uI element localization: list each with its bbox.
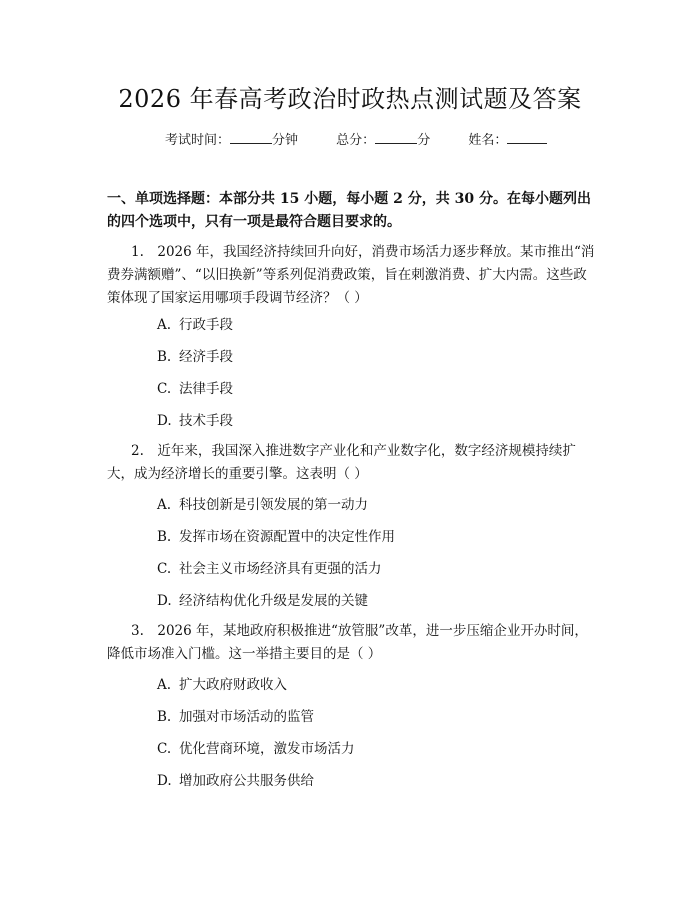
option-letter: C.	[157, 381, 172, 397]
score-blank	[375, 129, 417, 144]
option-letter: B.	[157, 349, 172, 365]
option-text: 加强对市场活动的监管	[179, 709, 314, 725]
question-option	[157, 315, 233, 335]
option-letter: A.	[157, 317, 172, 333]
question-stem: 1. 2026 年，我国经济持续回升向好，消费市场活力逐步释放。某市推出“消费券满额赠”、“以旧换新”等系列促消费政策，旨在刺激消费、扩大内需。这些政策体现了国家运用哪项手段调节经济？（ ）	[107, 244, 595, 306]
exam-time-field	[165, 129, 298, 152]
total-score-field	[336, 129, 430, 152]
option-text: 扩大政府财政收入	[179, 677, 287, 693]
option-letter: B.	[157, 529, 172, 545]
option-text: 法律手段	[179, 381, 233, 397]
question-option	[157, 347, 233, 367]
option-text: 发挥市场在资源配置中的决定性作用	[179, 529, 395, 545]
question-option	[157, 675, 287, 695]
option-text: 技术手段	[179, 413, 233, 429]
page-title: 2026 年春高考政治时政热点测试题及答案	[118, 85, 582, 113]
score-label: 总分：	[336, 133, 376, 148]
option-letter: A.	[157, 677, 172, 693]
question-option	[157, 739, 355, 759]
question-option	[157, 559, 382, 579]
question-option	[157, 527, 395, 547]
time-blank	[230, 129, 272, 144]
section-heading: 一、单项选择题：本部分共 15 小题，每小题 2 分，共 30 分。在每小题列出的四个选项中，只有一项是最符合题目要求的。	[107, 191, 591, 230]
option-text: 增加政府公共服务供给	[179, 773, 314, 789]
option-text: 行政手段	[179, 317, 233, 333]
option-letter: C.	[157, 561, 172, 577]
exam-meta	[165, 129, 595, 152]
score-unit: 分	[417, 133, 431, 148]
question-option	[157, 379, 233, 399]
option-text: 经济结构优化升级是发展的关键	[179, 593, 368, 609]
option-text: 优化营商环境，激发市场活力	[179, 741, 355, 757]
question-stem: 2. 近年来，我国深入推进数字产业化和产业数字化，数字经济规模持续扩大，成为经济增长的重要引擎。这表明（ ）	[107, 443, 576, 482]
option-letter: B.	[157, 709, 172, 725]
question-option	[157, 707, 314, 727]
option-letter: D.	[157, 413, 172, 429]
question-option	[157, 495, 368, 515]
question-option	[157, 771, 314, 791]
question-option	[157, 591, 368, 611]
name-blank	[507, 129, 547, 144]
question-option	[157, 411, 233, 431]
option-letter: C.	[157, 741, 172, 757]
name-field	[468, 129, 547, 152]
option-letter: D.	[157, 593, 172, 609]
time-label: 考试时间：	[165, 133, 231, 148]
name-label: 姓名：	[468, 133, 508, 148]
option-text: 科技创新是引领发展的第一动力	[179, 497, 368, 513]
option-letter: D.	[157, 773, 172, 789]
question-stem: 3. 2026 年，某地政府积极推进“放管服”改革，进一步压缩企业开办时间，降低市场准入门槛。这一举措主要目的是（ ）	[107, 623, 588, 662]
option-text: 经济手段	[179, 349, 233, 365]
option-letter: A.	[157, 497, 172, 513]
option-text: 社会主义市场经济具有更强的活力	[179, 561, 382, 577]
time-unit: 分钟	[272, 133, 299, 148]
